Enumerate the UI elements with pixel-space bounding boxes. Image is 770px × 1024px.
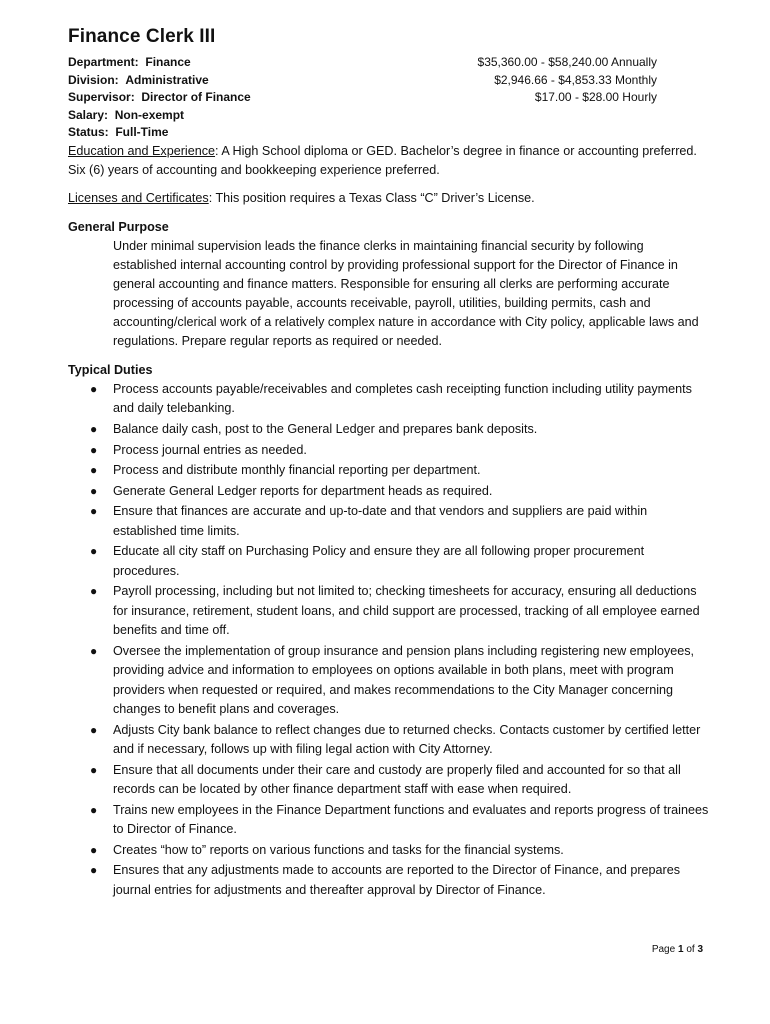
licenses-section	[68, 189, 710, 208]
duty-item	[68, 461, 710, 480]
duty-item	[68, 441, 710, 460]
typical-duties-heading: Typical Duties	[68, 362, 153, 377]
duty-item	[68, 642, 710, 720]
duty-text: Balance daily cash, post to the General Ledger and prepares bank deposits.	[113, 421, 538, 436]
duty-text: Trains new employees in the Finance Department functions and evaluates and reports progress of trainees to Director of Finance.	[113, 802, 709, 836]
bullet-icon: ●	[90, 762, 98, 777]
duty-item	[68, 841, 710, 860]
division-value: Administrative	[125, 72, 209, 87]
education-section	[68, 142, 710, 180]
education-text: : A High School diploma or GED. Bachelor’s degree in finance or accounting preferred. Six (6) years of accounting and bookkeeping experience preferred.	[68, 143, 697, 177]
salary-label: Salary:	[68, 107, 109, 122]
duty-text: Ensure that all documents under their care and custody are properly filed and accounted for so that all records can be located by other finance department staff with ease when required.	[113, 762, 681, 796]
licenses-label: Licenses and Certificates	[68, 190, 209, 205]
duty-text: Adjusts City bank balance to reflect changes due to returned checks. Contacts customer by certified letter and if necessary, follows up with filing legal action with City Attorney.	[113, 722, 701, 756]
duty-item	[68, 801, 710, 840]
bullet-icon: ●	[90, 842, 98, 857]
bullet-icon: ●	[90, 643, 98, 658]
bullet-icon: ●	[90, 483, 98, 498]
pay-monthly: $2,946.66 - $4,853.33 Monthly	[494, 72, 657, 87]
duty-item	[68, 420, 710, 439]
bullet-icon: ●	[90, 584, 98, 599]
page-of-word: of	[686, 944, 695, 955]
division-row	[68, 72, 251, 90]
duty-item	[68, 542, 710, 581]
page-word: Page	[651, 944, 676, 955]
department-value: Finance	[145, 55, 191, 69]
duty-item	[68, 482, 710, 501]
status-value: Full-Time	[115, 125, 169, 140]
duty-text: Creates “how to” reports on various functions and tasks for the financial systems.	[113, 842, 564, 857]
page-current: 1	[677, 944, 684, 955]
duty-item	[68, 761, 710, 800]
pay-hourly: $17.00 - $28.00 Hourly	[534, 90, 657, 105]
duty-item	[68, 861, 710, 900]
bullet-icon: ●	[90, 722, 98, 737]
duty-text: Ensures that any adjustments made to accounts are reported to the Director of Finance, and prepares journal entries for adjustments and thereafter approval by Director of Finance.	[113, 863, 681, 897]
education-label: Education and Experience	[68, 143, 216, 158]
duty-text: Educate all city staff on Purchasing Policy and ensure they are all following proper procurement procedures.	[113, 544, 645, 578]
bullet-icon: ●	[90, 863, 98, 878]
duty-text: Ensure that finances are accurate and up-to-date and that vendors and suppliers are paid within established time limits.	[113, 504, 648, 538]
duty-item	[68, 502, 710, 541]
division-label: Division:	[68, 72, 119, 87]
bullet-icon: ●	[90, 504, 98, 519]
bullet-icon: ●	[90, 381, 98, 396]
duty-item	[68, 582, 710, 640]
job-meta	[68, 54, 710, 142]
pay-annual: $35,360.00 - $58,240.00 Annually	[477, 55, 657, 69]
pay-ranges	[478, 54, 710, 142]
bullet-icon: ●	[90, 802, 98, 817]
duty-item	[68, 380, 710, 419]
duty-text: Oversee the implementation of group insurance and pension plans including registering new employees, providing advice and information to employees on options available in both plans, meet with program providers when requested or required, and makes recommendations to the City Manager concerning changes to benefit plans and coverages.	[113, 643, 695, 716]
duty-text: Process accounts payable/receivables and completes cash receipting function including utility payments and daily telebanking.	[113, 381, 692, 416]
bullet-icon: ●	[90, 421, 98, 436]
page-total: 3	[697, 944, 703, 955]
bullet-icon: ●	[90, 544, 98, 559]
status-label: Status:	[68, 125, 109, 140]
licenses-text: : This position requires a Texas Class “C” Driver’s License.	[208, 190, 535, 205]
salary-value: Non-exempt	[114, 107, 185, 122]
duty-text: Payroll processing, including but not limited to; checking timesheets for accuracy, ensuring all deductions for insurance, retirement, student loans, and child support are processed, tracking of all employee earned benefits and time off.	[113, 584, 700, 638]
department-row	[68, 54, 251, 72]
page-title: Finance Clerk III	[68, 26, 216, 47]
duty-text: Generate General Ledger reports for department heads as required.	[113, 483, 493, 498]
duty-item	[68, 721, 710, 760]
department-label: Department:	[68, 55, 139, 69]
supervisor-row	[68, 89, 251, 107]
duty-text: Process journal entries as needed.	[113, 442, 307, 457]
bullet-icon: ●	[90, 442, 98, 457]
general-purpose-heading: General Purpose	[68, 219, 169, 234]
typical-duties-list	[68, 380, 710, 900]
salary-row	[68, 107, 251, 125]
bullet-icon: ●	[90, 463, 98, 478]
duty-text: Process and distribute monthly financial reporting per department.	[113, 463, 481, 478]
job-meta-fields	[68, 54, 251, 142]
status-row	[68, 124, 251, 142]
supervisor-label: Supervisor:	[68, 90, 135, 105]
general-purpose-text: Under minimal supervision leads the finance clerks in maintaining financial security by following established internal accounting control by providing professional support for the Director of Finance in general accounting and finance matters. Responsible for ensuring all clerks are performing accurate processing of accounts payable, accounts receivable, payroll, utilities, building permits, cash and accounting/clerical work of a relatively complex nature in accordance with City policy, applicable laws and regulations. Prepare regular reports as required or needed.	[113, 238, 699, 348]
page-footer	[652, 944, 703, 955]
supervisor-value: Director of Finance	[141, 90, 251, 105]
